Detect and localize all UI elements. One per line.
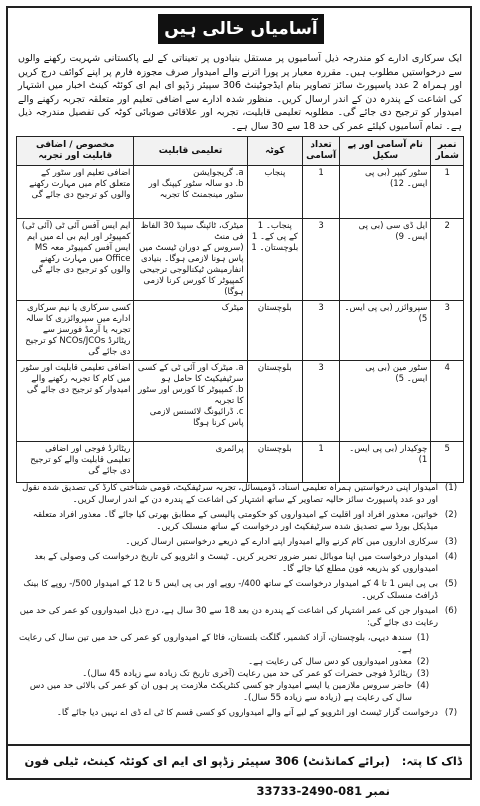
cell-qualification: a. میٹرک اور آئی ٹی کے کسی سرٹیفیکیٹ کا حامل ہو b. کمپیوٹر کا کورس اور سٹور کا تجربہ c. ڈرائیونگ لائسنس لازمی پاس کرنا ہوگا [134, 361, 247, 442]
cell-qualification: پرائمری [134, 442, 247, 483]
cell-experience: کسی سرکاری یا نیم سرکاری ادارے میں سپروائزری کا سالہ تجربہ یا آرمڈ فورسز سے ریٹائرڈ NCOs/JCOs کو ترجیح دی جائے گی [17, 301, 134, 361]
cell-quota: پنجاب [247, 166, 303, 219]
cell-post-name: ایل ڈی سی (بی پی ایس۔ 9) [340, 219, 431, 301]
subterm-number: (3) [416, 669, 430, 679]
term-text: خواتین، معذور افراد اور اقلیت کے امیدواروں کو حکومتی پالیسی کے مطابق بھرتی کیا جائے گا۔ معذور افراد متعلقہ میڈیکل بورڈ سے تصدیق شدہ سرٹیفکیٹ اور درخواست کے ساتھ منسلک کریں۔ [32, 510, 438, 532]
cell-post-count: 3 [303, 301, 340, 361]
postal-address-label: ڈاک کا پتہ: [401, 754, 462, 768]
header-qualification: تعلیمی قابلیت [134, 137, 247, 166]
term-number: (1) [444, 483, 458, 493]
term-item [18, 551, 464, 575]
subterm-text: حاضر سروس ملازمین یا ایسے امیدوار جو کسی کنٹریکٹ ملازمت پر ہوں ان کو عمر کی بالائی حد میں دس سال کی رعایت ہے (زیادہ سے زیادہ 55 سال)۔ [29, 681, 412, 703]
vacancies-table [16, 136, 464, 483]
term-text: امیدوار جن کی عمر اشتہار کی اشاعت کے پندرہ دن بعد 18 سے 30 سال ہے، درج ذیل امیدواروں کو عمر کی حد میں رعایت دی جائے گی: [19, 606, 438, 628]
cell-post-name: سٹور کیپر (بی پی ایس۔ 12) [340, 166, 431, 219]
term-text: درخواست گزار ٹیسٹ اور انٹرویو کے لیے آنے والے امیدواروں کو کسی قسم کا ٹی اے ڈی اے نہیں دیا جائے گا۔ [56, 708, 438, 718]
term-item [18, 707, 464, 719]
subterm-text: معذور امیدواروں کو دس سال کی رعایت ہے۔ [248, 657, 412, 667]
cell-serial-no: 2 [431, 219, 464, 301]
cell-qualification: میٹرک [134, 301, 247, 361]
term-number: (7) [444, 708, 458, 718]
subterm-text: ریٹائرڈ فوجی حضرات کو عمر کی حد میں رعایت (آخری تاریخ تک زیادہ سے زیادہ 45 سال)۔ [82, 669, 412, 679]
subterm-number: (1) [416, 633, 430, 643]
cell-serial-no: 4 [431, 361, 464, 442]
subterm-number: (2) [416, 657, 430, 667]
cell-post-name: سپروائزر (بی پی ایس۔ 5) [340, 301, 431, 361]
cell-experience: اضافی تعلیمی قابلیت اور سٹور میں کام کا تجربہ رکھنے والے امیدوار کو ترجیح دی جائے گی [17, 361, 134, 442]
term-text: بی پی ایس 1 تا 4 کے امیدوار درخواست کے ساتھ 400/- روپے اور بی پی ایس 5 تا 12 کے امیدوار 500/- روپے کا بینک ڈرافٹ منسلک کریں۔ [23, 579, 438, 601]
advertisement-page [6, 6, 472, 798]
cell-quota: پنجاب۔ 1 کے پی کے۔ 1 بلوچستان۔ 1 [247, 219, 303, 301]
cell-qualification: a. گریجوایشن b. دو سالہ سٹور کیپنگ اور سٹور مینجمنٹ کا تجربہ [134, 166, 247, 219]
cell-serial-no: 1 [431, 166, 464, 219]
cell-qualification: میٹرک، ٹائپنگ سپیڈ 30 الفاظ فی منٹ (سروس کے دوران ٹیسٹ میں پاس ہونا لازمی ہوگا۔ بنیادی انفارمیشن ٹیکنالوجی ترجیحی کمپیوٹر کا کورس کرنا لازمی ہوگا) [134, 219, 247, 301]
header-quota: کوٹہ [247, 137, 303, 166]
cell-serial-no: 3 [431, 301, 464, 361]
subterm-item [18, 680, 434, 704]
postal-address-text: (برائے کمانڈنٹ) 306 سپیئر زڈپو ای ایم ای کوئٹہ کینٹ، ٹیلی فون نمبر 081-2490-33733 [24, 754, 390, 798]
term-number: (4) [444, 552, 458, 562]
cell-post-count: 1 [303, 442, 340, 483]
term-text: امیدوار اپنی درخواستیں ہمراہ تعلیمی اسناد، ڈومیسائل، تجربہ سرٹیفکیٹ، قومی شناختی کارڈ کی تصدیق شدہ نقول اور دو عدد پاسپورٹ سائز حالیہ تصاویر کے ساتھ اشتہار کی اشاعت کے پندرہ دن کے اندر ارسال کریں۔ [22, 483, 438, 505]
subterm-item [18, 632, 434, 656]
table-row [17, 361, 464, 442]
table-row [17, 442, 464, 483]
subterm-number: (4) [416, 681, 430, 691]
terms-list [18, 482, 464, 722]
table-row [17, 219, 464, 301]
header-post-count: تعداد آسامی [303, 137, 340, 166]
term-item [18, 536, 464, 548]
term-number: (2) [444, 510, 458, 520]
cell-experience: ایم ایس آفس آئی ٹی (آئی ٹی) کمپیوٹر اور ایم بی اے میں ایم ایس آفس کمپیوٹر معہ MS Office میں مہارت رکھنے والوں کو ترجیح دی جائے گی [17, 219, 134, 301]
term-number: (3) [444, 537, 458, 547]
table-row [17, 166, 464, 219]
cell-serial-no: 5 [431, 442, 464, 483]
cell-post-name: چوکیدار (بی پی ایس۔ 1) [340, 442, 431, 483]
subterm-item [18, 656, 434, 668]
header-serial-no: نمبر شمار [431, 137, 464, 166]
cell-post-count: 1 [303, 166, 340, 219]
term-text: امیدوار درخواست میں اپنا موبائل نمبر ضرور تحریر کریں۔ ٹیسٹ و انٹرویو کی تاریخ درخواست کی وصولی کے بعد امیدواروں کو بذریعہ فون مطلع کیا جائے گا۔ [34, 552, 438, 574]
term-number: (6) [444, 606, 458, 616]
term-item [18, 482, 464, 506]
intro-paragraph: ایک سرکاری ادارے کو مندرجہ ذیل آسامیوں پر مستقل بنیادوں پر تعیناتی کے لیے پاکستانی شہریت رکھنے والوں سے درخواستیں مطلوب ہیں۔ مقررہ معیار پر پورا اترنے والے امیدوار صرف مجوزہ فارم پر اپنے کوائف درج کریں اور ہمراہ 2 عدد پاسپورٹ سائز تصاویر بنام ایڈجوٹینٹ 306 سپیئر زڈپو ای ایم ای کوئٹہ کینٹ اخبار میں اشتہار کی اشاعت کے پندرہ دن کے اندر ارسال کریں۔ منظور شدہ ادارے سے اضافی تعلیم اور متعلقہ تجربہ رکھنے والے امیدوار کو ترجیح دی جائے گی۔ مطلوبہ تعلیمی قابلیت، تجربہ اور علاقائی صوبائی کوٹہ کی تفصیل مندرجہ ذیل ہے۔ تمام آسامیوں کیلئے عمر کی حد 18 سے 30 سال ہے۔ [18, 53, 462, 132]
cell-quota: بلوچستان [247, 442, 303, 483]
cell-quota: بلوچستان [247, 301, 303, 361]
postal-address-footer [8, 744, 470, 798]
term-text: سرکاری اداروں میں کام کرنے والے امیدوار اپنے ادارے کے ذریعے درخواستیں ارسال کریں۔ [125, 537, 438, 547]
cell-post-name: سٹور مین (بی پی ایس۔ 5) [340, 361, 431, 442]
page-title: آسامیاں خالی ہیں [158, 14, 324, 44]
cell-experience: اضافی تعلیم اور سٹور کے متعلق کام میں مہارت رکھنے والوں کو ترجیح دی جائے گی [17, 166, 134, 219]
table-row [17, 301, 464, 361]
cell-experience: ریٹائرڈ فوجی اور اضافی تعلیمی قابلیت والے کو ترجیح دی جائے گی [17, 442, 134, 483]
table-header-row [17, 137, 464, 166]
header-post-name: نام آسامی اور پے سکیل [340, 137, 431, 166]
subterm-text: سندھ دیہی، بلوچستان، آزاد کشمیر، گلگت بلتستان، فاٹا کے امیدواروں کو عمر کی حد میں تین سال کی رعایت ہے۔ [19, 633, 412, 655]
term-item [18, 578, 464, 602]
cell-post-count: 3 [303, 219, 340, 301]
cell-post-count: 3 [303, 361, 340, 442]
header-experience: مخصوص / اضافی قابلیت اور تجربہ [17, 137, 134, 166]
term-item [18, 509, 464, 533]
subterm-item [18, 668, 434, 680]
term-number: (5) [444, 579, 458, 589]
cell-quota: بلوچستان [247, 361, 303, 442]
term-item [18, 605, 464, 629]
